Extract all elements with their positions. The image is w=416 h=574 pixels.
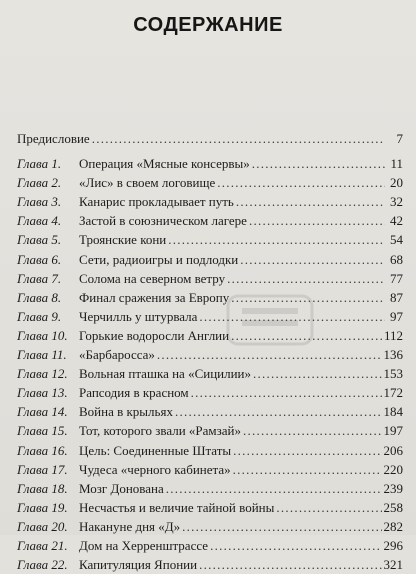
toc-page-number: 258 <box>383 499 403 515</box>
chapter-label: Глава 9. <box>17 308 62 324</box>
toc-row <box>17 154 403 173</box>
chapter-label: Глава 10. <box>17 327 68 343</box>
toc-entry-title: Несчастья и величие тайной войны <box>79 499 275 515</box>
toc-page-number: 7 <box>396 131 403 146</box>
toc-page-number: 136 <box>383 347 403 363</box>
dot-leader <box>210 536 381 555</box>
toc-entry-title: Цель: Соединенные Штаты <box>79 442 232 458</box>
chapter-label: Глава 19. <box>17 499 68 515</box>
toc-page-number: 97 <box>390 308 403 324</box>
toc-page-number: 153 <box>383 366 403 382</box>
watermark-emblem <box>220 290 320 350</box>
chapter-label: Глава 1. <box>17 156 62 172</box>
chapter-label: Глава 14. <box>17 404 68 420</box>
toc-page-number: 184 <box>383 404 403 420</box>
toc-row <box>17 536 403 555</box>
toc-entry-title: Война в крыльях <box>79 404 173 420</box>
dot-leader <box>240 250 385 269</box>
dot-leader <box>182 517 381 536</box>
chapter-label: Глава 20. <box>17 518 68 534</box>
toc-page-number: 42 <box>390 213 403 229</box>
chapter-label: Глава 5. <box>17 232 62 248</box>
toc-row <box>17 555 403 574</box>
dot-leader <box>252 154 385 173</box>
chapter-label: Глава 16. <box>17 442 68 458</box>
toc-entry-title: Солома на северном ветру <box>79 270 226 286</box>
chapter-label: Глава 15. <box>17 423 68 439</box>
toc-entry-title: Застой в союзническом лагере <box>79 213 247 229</box>
toc-page-number: 54 <box>390 232 403 248</box>
dot-leader <box>276 498 381 517</box>
toc-entry-title: Дом на Херренштрассе <box>79 537 209 553</box>
toc-row <box>17 498 403 517</box>
toc-entry-title: Вольная пташка на «Сицилии» <box>79 366 252 382</box>
chapter-label: Глава 11. <box>17 347 67 363</box>
toc-page-number: 197 <box>383 423 403 439</box>
toc-row <box>17 421 403 440</box>
toc-entry-title: Канарис прокладывает путь <box>79 194 234 210</box>
toc-row <box>17 192 403 211</box>
toc-row <box>17 402 403 421</box>
toc-row <box>17 173 403 192</box>
toc-entry-title: Рапсодия в красном <box>79 385 189 401</box>
dot-leader <box>243 421 381 440</box>
toc-row <box>17 269 403 288</box>
toc-page-number: 77 <box>390 270 403 286</box>
dot-leader <box>233 441 381 460</box>
toc-page-number: 239 <box>383 480 403 496</box>
toc-row <box>17 211 403 230</box>
chapter-label: Глава 21. <box>17 537 68 553</box>
toc-entry-title: Черчилль у штурвала <box>79 308 198 324</box>
chapter-label: Глава 4. <box>17 213 62 229</box>
toc-page-number: 206 <box>383 442 403 458</box>
toc-row <box>17 517 403 536</box>
chapter-label: Глава 6. <box>17 251 62 267</box>
page-title: СОДЕРЖАНИЕ <box>133 14 283 36</box>
toc-row <box>17 364 403 383</box>
toc-entry-title: Сети, радиоигры и подлодки <box>79 251 239 267</box>
toc-page-number: 321 <box>383 557 403 573</box>
chapter-label: Глава 3. <box>17 194 62 210</box>
toc-page-number: 172 <box>383 385 403 401</box>
toc-entry-title: Горькие водоросли Англии <box>79 327 230 343</box>
dot-leader <box>168 230 385 249</box>
toc-row <box>17 441 403 460</box>
chapter-label: Глава 18. <box>17 480 68 496</box>
toc-row <box>17 345 403 364</box>
toc-row <box>17 288 403 307</box>
toc-page-number: 296 <box>383 537 403 553</box>
toc-row <box>17 307 403 326</box>
toc-page-number: 282 <box>383 518 403 534</box>
dot-leader <box>253 364 381 383</box>
dot-leader <box>199 555 381 574</box>
chapter-label: Глава 7. <box>17 270 62 286</box>
toc-row <box>17 383 403 402</box>
dot-leader <box>233 460 382 479</box>
chapter-label: Глава 12. <box>17 366 68 382</box>
toc-page-number: 87 <box>390 289 403 305</box>
toc-row <box>17 230 403 249</box>
chapter-label: Глава 22. <box>17 557 68 573</box>
toc-entry-title: Накануне дня «Д» <box>79 518 181 534</box>
dot-leader <box>166 479 382 498</box>
toc-page-number: 20 <box>390 175 403 191</box>
chapter-label: Глава 8. <box>17 289 62 305</box>
dot-leader <box>217 173 385 192</box>
toc-entry-title: Финал сражения за Европу <box>79 289 230 305</box>
toc-page-number: 32 <box>390 194 403 210</box>
toc-entry-title: Капитуляция Японии <box>79 557 198 573</box>
toc-entry-title: Тот, которого звали «Рамзай» <box>79 423 242 439</box>
toc-page-number: 68 <box>390 251 403 267</box>
chapter-label: Глава 2. <box>17 175 62 191</box>
toc-row <box>17 326 403 345</box>
toc-page-number: 220 <box>383 461 403 477</box>
toc-row-preface <box>17 129 403 148</box>
toc-entry-title: Операция «Мясные консервы» <box>79 156 250 172</box>
dot-leader <box>175 402 382 421</box>
dot-leader <box>92 129 385 148</box>
toc-entry-title: «Лис» в своем логовище <box>79 175 216 191</box>
dot-leader <box>227 269 385 288</box>
chapter-label: Глава 17. <box>17 461 68 477</box>
toc-entry-title: Троянские кони <box>79 232 167 248</box>
toc-entry-title: Мозг Донована <box>79 480 164 496</box>
toc-entry-title: Предисловие <box>17 131 90 146</box>
dot-leader <box>249 211 385 230</box>
toc-row <box>17 250 403 269</box>
toc-page-number: 11 <box>390 156 403 172</box>
toc-row <box>17 479 403 498</box>
toc-page-number: 112 <box>383 327 403 343</box>
dot-leader <box>236 192 385 211</box>
toc-entry-title: Чудеса «черного кабинета» <box>79 461 231 477</box>
dot-leader <box>191 383 382 402</box>
table-of-contents <box>17 129 403 574</box>
toc-row <box>17 460 403 479</box>
toc-entry-title: «Барбаросса» <box>79 347 155 363</box>
chapter-label: Глава 13. <box>17 385 68 401</box>
